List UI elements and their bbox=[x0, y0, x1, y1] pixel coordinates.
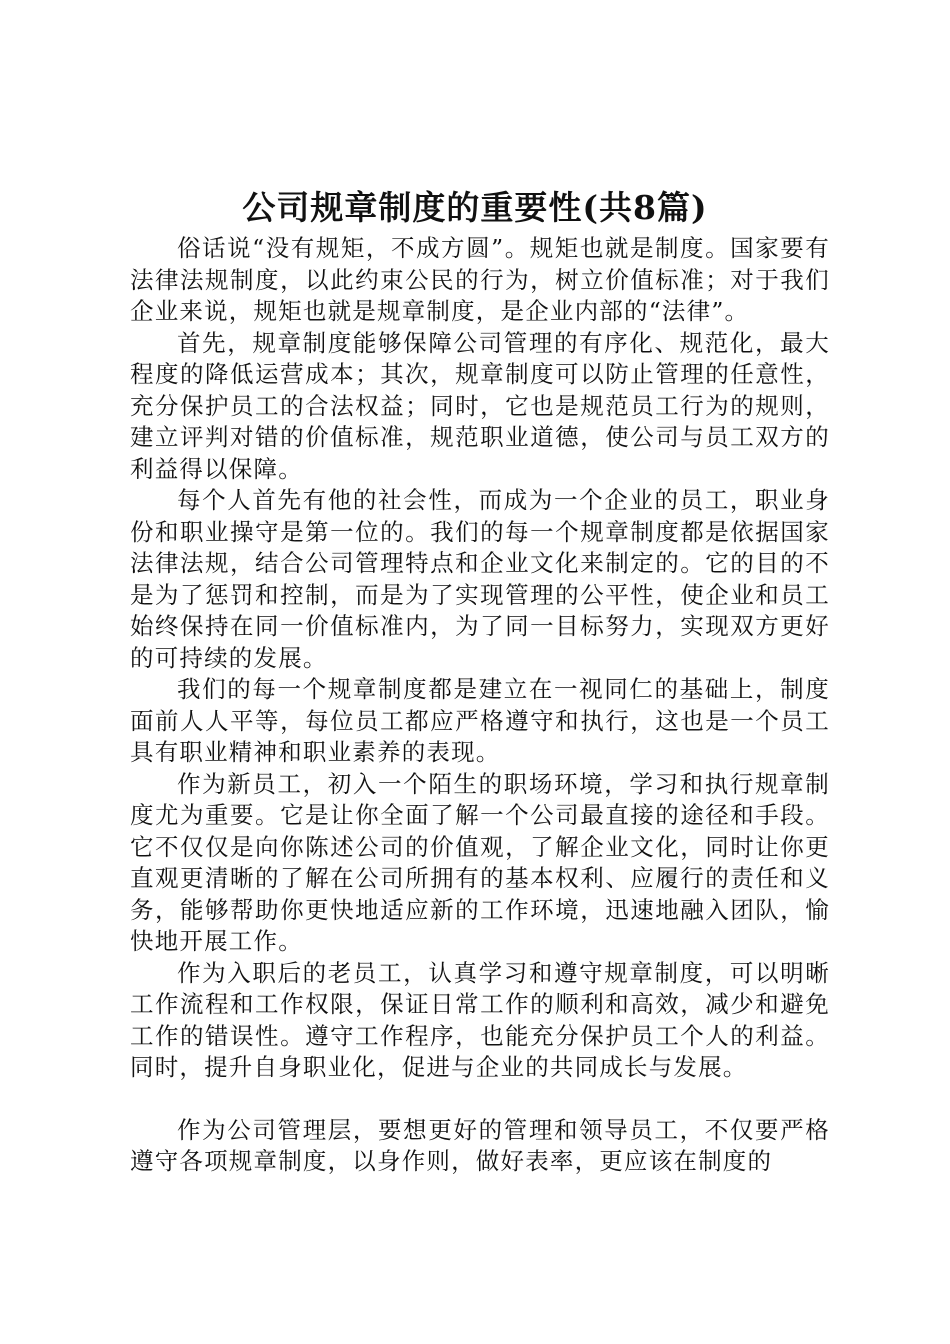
paragraph-equality: 我们的每一个规章制度都是建立在一视同仁的基础上，制度面前人人平等，每位员工都应严格遵守和执行，这也是一个员工具有职业精神和职业素养的表现。 bbox=[130, 675, 830, 766]
paragraph-benefits: 首先，规章制度能够保障公司管理的有序化、规范化，最大程度的降低运营成本；其次，规章制度可以防止管理的任意性，充分保护员工的合法权益；同时，它也是规范员工行为的规则，建立评判对错的价值标准，规范职业道德，使公司与员工双方的利益得以保障。 bbox=[130, 328, 830, 483]
paragraph-sociality: 每个人首先有他的社会性，而成为一个企业的员工，职业身份和职业操守是第一位的。我们的每一个规章制度都是依据国家法律法规，结合公司管理特点和企业文化来制定的。它的目的不是为了惩罚和控制，而是为了实现管理的公平性，使企业和员工始终保持在同一价值标准内，为了同一目标努力，实现双方更好的可持续的发展。 bbox=[130, 486, 830, 672]
paragraph-senior-employee: 作为入职后的老员工，认真学习和遵守规章制度，可以明晰工作流程和工作权限，保证日常工作的顺利和高效，减少和避免工作的错误性。遵守工作程序，也能充分保护员工个人的利益。同时，提升自身职业化，促进与企业的共同成长与发展。 bbox=[130, 958, 830, 1081]
paragraph-intro: 俗话说“没有规矩，不成方圆”。规矩也就是制度。国家要有法律法规制度，以此约束公民的行为，树立价值标准；对于我们企业来说，规矩也就是规章制度，是企业内部的“法律”。 bbox=[130, 234, 830, 325]
paragraph-new-employee: 作为新员工，初入一个陌生的职场环境，学习和执行规章制度尤为重要。它是让你全面了解一个公司最直接的途径和手段。它不仅仅是向你陈述公司的价值观，了解企业文化，同时让你更直观更清晰的了解在公司所拥有的基本权利、应履行的责任和义务，能够帮助你更快地适应新的工作环境，迅速地融入团队，愉快地开展工作。 bbox=[130, 769, 830, 955]
paragraph-management: 作为公司管理层，要想更好的管理和领导员工，不仅要严格遵守各项规章制度，以身作则，做好表率，更应该在制度的 bbox=[130, 1115, 830, 1175]
document-title: 公司规章制度的重要性(共8篇) bbox=[242, 188, 708, 227]
document-body bbox=[130, 233, 830, 1178]
